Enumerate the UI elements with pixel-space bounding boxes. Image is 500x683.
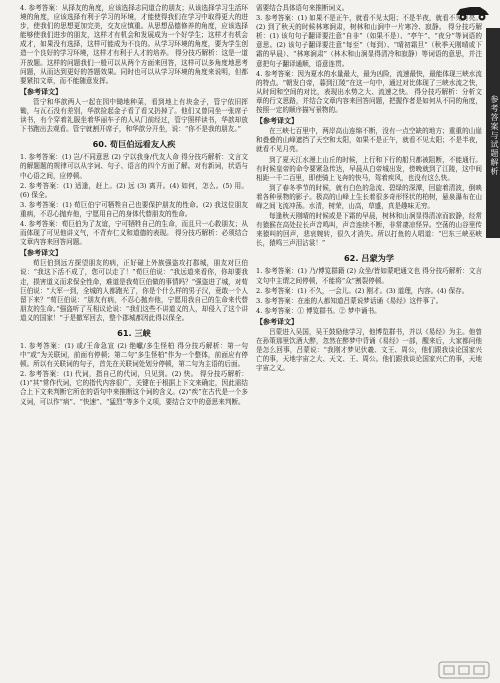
translation-paragraph: 到了春冬季节的时候，就有白色的急流、碧绿的深潭，回旋着清波，倒映着各种景物的影子。极高的山峰上生长着很多奇形怪状的柏树，悬泉瀑布在山峰之间飞流冲荡。水清，树荣，山高，草盛，真是趣味无穷。	[256, 183, 482, 210]
reference-translation-heading: 【参考译文】	[256, 117, 298, 126]
answer-item: 1. 参考答案：(1) 岂/不同意思 (2) 宁以我身/代友人命 得分技巧解析：文言文的解题题的规律可以从字词、句子、语言的四个方面了解。对有新词，状语与中心语之间，应停顿。	[20, 153, 248, 180]
right-column	[256, 4, 482, 374]
reference-translation-heading: 【参考译文】	[256, 317, 298, 326]
reference-translation-heading: 【参考译文】	[20, 249, 62, 258]
answer-item: 需要结合具体语句来推断词义。	[256, 4, 349, 12]
section-title-60: 60. 荀巨伯远看友人疾	[92, 139, 176, 150]
translation-paragraph: 到了夏天江水漫上山丘的时候，上行和下行的船只都被阻断，不能通行。有时候皇帝的命令要紧急传达，早晨从白帝城出发，傍晚就到了江陵，这中间相距一千二百里，即使骑上飞奔的快马，驾着疾风，也没有这么快。	[256, 155, 482, 182]
answer-item: 1. 参考答案：(1) 或/王命急宣 (2) 绝巘/多生怪柏 得分技巧解析：第一句中“或”为关联词，前面有停顿；第二句“多生怪柏”作为一个整体，前面应有停顿。所以有关联词的句子，首先在关联词处划分停顿，第二句为主语的后面。	[20, 342, 248, 369]
answer-item: 3. 参考答案：(1) 如果不是正午，就看不见太阳；不是半夜，就看不见月亮。(2) 到了秋天的时候林寒涧肃，树林和山涧中一片寒冷、寂静。 得分技巧解析：(1) 该句句子翻译要注意“自非”（如果不是）、“亭午”、“夜分”等词语的意思。(2) 该句子翻译要注意“每至”（每到）、“晴初霜旦”（秋季天刚晴或下霜的早晨）、“林寒涧肃”（林木和山涧显得清冷和寂静）等词语的意思，并注意把句子翻译通顺，语意连贯。	[256, 14, 482, 68]
answer-item: 1. 参考答案：(1) 乃/博览群籍 (2) 众坐/皆如蒙吧通文也 得分技巧解析：文言文句中主谓之间停顿，不能将“众”割裂停顿。	[256, 267, 482, 285]
answer-item: 3. 参考答案：在座的人都知道吕蒙说梦话诵《易经》这件事了。	[256, 296, 443, 305]
translation-paragraph: 吕蒙进入吴国，吴王鼓励他学习，他博览群书，并以《易经》为主。他曾在孙策那里饮酒大醉，忽然在醉梦中背诵《易经》一部，醒来后，大家都问他是怎么回事，吕蒙说：“我刚才梦见伏羲、文王、周公，他们跟我谈论国家兴亡的事，天地宇宙之大、天文、王、周公。他们跟我谈论国家兴亡的事，天地宇宙之义。	[256, 328, 482, 373]
answer-item: 4. 参考答案：从择友的角度，应该选择志同道合的朋友；从该选择学习生活环境的角度，应该选择有利于学习的环境，才能使得我们在学习中取得更大的进步，使我们的思想更加完美，交友应慎重。从思想品德修养的角度，应该选择能够使我们进步的朋友，这样才有机会和发展成为一个好学生；这样才有机会成才，如果没有选择，这样可能成为不良的。从学习环境的角度，要为学生创造一个良好的学习环境，这样才有利于人才的培养。 得分技巧解析：这是一道开放题。这样的问题我们一般可以从两个方面来回答，这样可以多角度地思考问题，从而达到更好的答题效果。同时也可以从学习环境的角度来说明，但都要紧扣文章，而不能随意发挥。	[20, 4, 248, 85]
answer-item: 3. 参考答案：(1) 荀巨伯宁可牺牲自己也要保护朋友的性命。(2) 我这位朋友重病，不忍心抛弃他，宁愿用自己的身体代替朋友的性命。	[20, 200, 248, 218]
left-column	[20, 4, 248, 408]
answer-item: 2. 参考答案：(1) 适逢，赶上。(2) 远 (3) 离开。(4) 如何，怎么。(5) 用。(6) 保全。	[20, 181, 248, 199]
section-title-61: 61. 三峡	[117, 328, 151, 338]
translation-paragraph: 管宁和华歆两人一起在园中锄地种菜，看到地上有块金子，管宁依旧挥锄，与瓦石没有差别，华歆捡起金子看了看又扔掉了。他们又曾同坐一张席子读书，有个穿着礼服坐着华丽车子的人从门前经过，管宁照样读书，华歆却放下书跑出去观看。管宁就割开席子，和华歆分开坐，说：“你不是我的朋友。”	[20, 97, 248, 134]
answer-item: 4. 参考答案：因为夏水的水量最大，最为凶险，流速最快，最能体现三峡水流的特点。“朝发白帝，暮到江陵”在这一句中，通过对比体现了三峡水流之快，从时间和空间的对比，表现出水势之大、流速之快。 得分技巧解析：分析文章的行文思路，并结合文章内容来回答问题，把握作者是如何从不同的角度，按照一定的顺序描写景物的。	[256, 69, 482, 115]
answer-item: 2. 参考答案：(1) 代词，指自己的代词，只见到。(2) 快。 得分技巧解析：(1)“其”常作代词，它的指代内容很广，关键在于根据上下文来确定，因此需结合上下文来判断它所在的语句中来推断这个词的含义。(2)“疾”在古代是一个多义词，可以作“病”、“快速”、“猛烈”等多个义项，要结合文中的意思来判断。	[20, 370, 248, 406]
answer-item: 4. 参考答案：荀巨伯为了友谊，宁可牺牲自己的生命，而且只一心救朋友；从而体现了可见他讲义气，不背弃仁义和道德的表现。 得分技巧解析：必须结合文章内容来回答问题。	[20, 219, 248, 247]
side-section-tab: 参考答案与试题解析	[486, 28, 500, 238]
reference-translation-heading: 【参考译文】	[20, 87, 62, 96]
translation-paragraph: 在三峡七百里中，两岸高山连绵不断，没有一点空缺的地方；重重的山崖和叠叠的山峰遮挡了天空和太阳，如果不是正午，就看不见太阳；不是半夜，就看不见月亮。	[256, 127, 482, 154]
watermark-stamp-icon	[438, 661, 490, 679]
answer-item: 2. 参考答案：(1) 不久，一会儿。(2) 刚才。(3) 道理，内容。(4) 保存。	[256, 286, 469, 295]
translation-paragraph: 荀巨伯到远方探望朋友的病，正好碰上外族强盗攻打郡城，朋友对巨伯说：“我这下活不成了，您可以走了！”荀巨伯说：“我远道来看你，你却要我走，损害道义而求保全性命，难道是我荀巨伯做的事情吗？”强盗进了城，对荀巨伯说：“大军一到，全城的人都跑光了，你是个什么样的男子汉，竟敢一个人留下来？”荀巨伯说：“朋友有病，不忍心抛弃他，宁愿用我自己的生命来代替朋友的生命。”强盗听了互相议论说：“我们这些不讲道义的人，却侵入了这个讲道义的国家！”于是撤军回去，整个郡城都因此得以保全。	[20, 259, 248, 322]
section-title-62: 62. 吕蒙为学	[343, 253, 395, 264]
translation-paragraph: 每逢秋天刚晴的时候或是下霜的早晨，树林和山涧显得清凉而寂静，经常有猿猴在高处拉长声音鸣叫，声音连续不断，非常凄凉怪异。空荡的山谷里传来猿叫的回声，悲哀婉转，很久才消失。所以打鱼的人唱道：“巴东三峡巫峡长，猿鸣三声泪沾裳！”	[256, 212, 482, 248]
answer-item: 4. 参考答案：① 博览群书。② 梦中诵书。	[256, 306, 381, 315]
